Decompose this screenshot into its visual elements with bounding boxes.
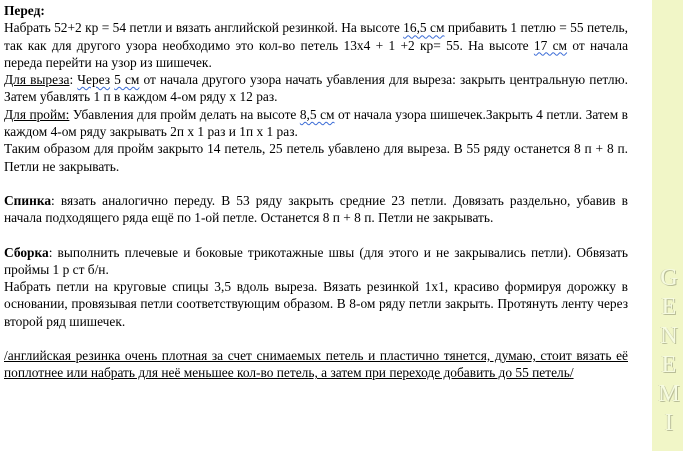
back-paragraph bbox=[4, 192, 628, 227]
note-paragraph: /английская резинка очень плотная за счет снимаемых петель и пластично тянется, думаю, стоит вязать её поплотнее или набрать для неё меньшее кол-во петель, а затем при переходе добавить до 55 петель/ bbox=[4, 348, 628, 381]
assembly-paragraph bbox=[4, 244, 628, 279]
armhole-height: 8,5 см bbox=[299, 106, 335, 122]
neckline-label: Для выреза bbox=[4, 72, 70, 88]
assembly-heading: Сборка bbox=[4, 244, 49, 260]
front-text-c: от начала переда перейти на узор из шишечек. bbox=[4, 37, 629, 70]
neckline-colon: : bbox=[69, 72, 78, 88]
front-heading: Перед: bbox=[4, 3, 45, 18]
armhole-paragraph bbox=[4, 106, 628, 141]
document-body bbox=[4, 2, 628, 382]
front-text-b: прибавить 1 петлю = 55 петель, так как для другого узора необходимо это кол-во петель 13х4 + 1 +2 кр= 55. На высоте bbox=[4, 20, 628, 53]
watermark-letter: G bbox=[660, 265, 678, 291]
watermark-letter: E bbox=[661, 352, 677, 378]
front-height-1: 16,5 см bbox=[403, 20, 445, 36]
front-height-2: 17 см bbox=[533, 37, 568, 53]
armhole-text-a: Убавления для пройм делать на высоте bbox=[69, 106, 300, 122]
back-heading: Спинка bbox=[4, 192, 52, 208]
neckline-text: от начала другого узора начать убавления для выреза: закрыть центральную петлю. Затем убавлять 1 п в каждом 4-ом ряду х 12 раз. bbox=[4, 72, 628, 105]
side-strip bbox=[652, 0, 683, 451]
neckline-word-2: 5 см bbox=[114, 72, 140, 88]
watermark-letter: N bbox=[660, 323, 678, 349]
assembly-paragraph-2: Набрать петли на круговые спицы 3,5 вдоль выреза. Вязать резинкой 1х1, красиво формируя дорожку в основании, провязывая петли соответствующим образом. В 8-ом ряду петли закрыть. Протянуть ленту через второй ряд шишечек. bbox=[4, 279, 628, 329]
assembly-text: : выполнить плечевые и боковые трикотажные швы (для этого и не закрывались петли). Обвязать проймы 1 р ст б/н. bbox=[4, 244, 628, 277]
neckline-paragraph bbox=[4, 71, 628, 106]
neckline-word-1: Через bbox=[77, 72, 111, 88]
armhole-label: Для пройм: bbox=[4, 106, 70, 122]
watermark-letter: M bbox=[658, 381, 680, 407]
armhole-text-b: от начала узора шишечек.Закрыть 4 петли. Затем в каждом 4-ом ряду закрывать 2п х 1 раз и 1п х 1 раз. bbox=[4, 106, 628, 140]
watermark-logo bbox=[655, 264, 683, 438]
back-text: : вязать аналогично переду. В 53 ряду закрыть средние 23 петли. Довязать раздельно, убавив в начала подходящего ряда ещё по 1-ой петле. Останется 8 п + 8 п. Петли не закрывать. bbox=[4, 192, 628, 226]
watermark-letter: E bbox=[661, 294, 677, 320]
front-total-paragraph: Таким образом для пройм закрыто 14 петель, 25 петель убавлено для выреза. В 55 ряду останется 8 п + 8 п. Петли не закрывать. bbox=[4, 141, 628, 174]
front-text-a: Набрать 52+2 кр = 54 петли и вязать английской резинкой. На высоте bbox=[4, 20, 404, 36]
front-paragraph bbox=[4, 2, 628, 71]
watermark-letter: I bbox=[665, 410, 673, 436]
